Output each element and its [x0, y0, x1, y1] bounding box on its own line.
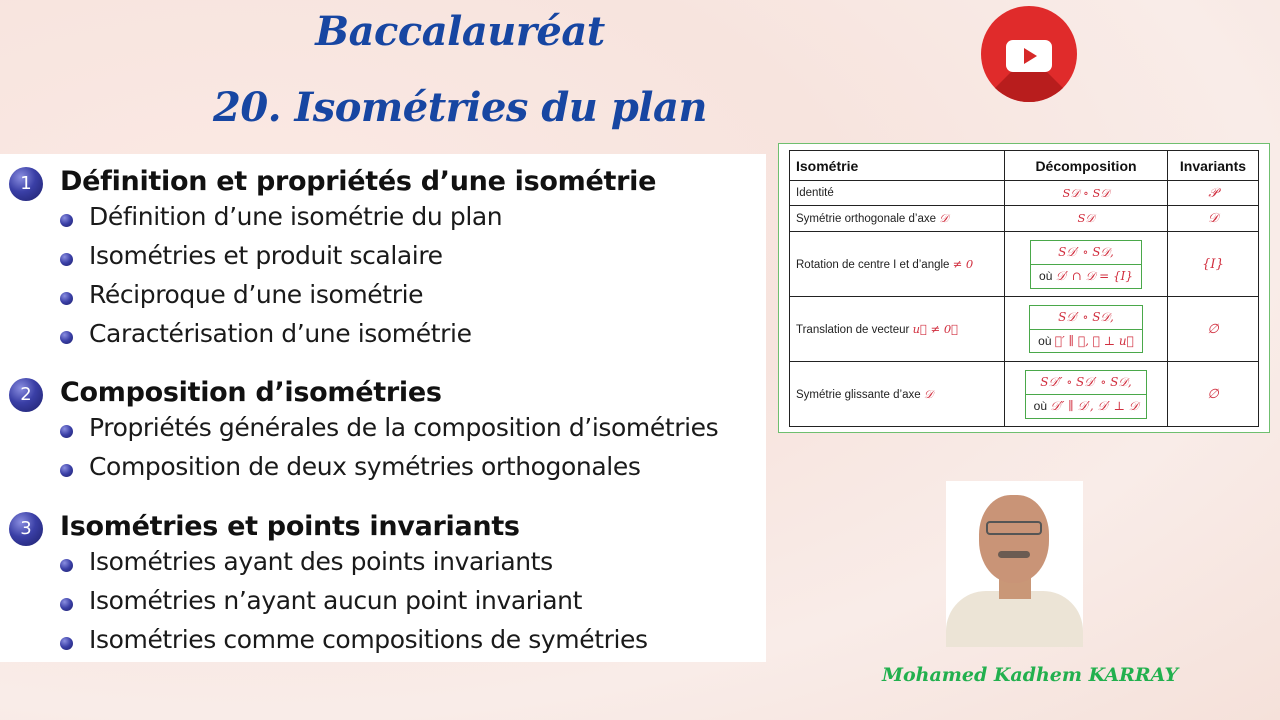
table-row	[790, 181, 1259, 206]
table-row	[790, 206, 1259, 232]
cell-text: Rotation de centre I et d’angle	[796, 259, 953, 271]
column-header: Isométrie	[790, 151, 1005, 181]
decomposition-cell	[1005, 206, 1168, 232]
bullet-icon	[60, 598, 73, 611]
cell-text: Symétrie orthogonale d’axe	[796, 213, 940, 225]
math-text: S𝒟	[1077, 211, 1095, 225]
title-line-2: 20. Isométries du plan	[213, 84, 707, 131]
decomposition-cell	[1005, 181, 1168, 206]
math-text: S𝒟″ ∘ S𝒟′ ∘ S𝒟,	[1040, 374, 1132, 389]
section-number-badge: 2	[9, 378, 43, 412]
invariant-cell	[1168, 232, 1259, 297]
cell-text: où	[1033, 398, 1051, 413]
math-text: 𝒟″ ∥ 𝒟′, 𝒟′ ⊥ 𝒟	[1050, 398, 1139, 413]
math-text: 𝒫	[1208, 185, 1218, 201]
decomposition-cell	[1005, 297, 1168, 362]
math-text: u⃗ ≠ 0⃗	[912, 322, 959, 336]
cell-text: où	[1039, 268, 1056, 283]
cell-text: où	[1038, 334, 1055, 348]
isometry-name	[790, 181, 1005, 206]
invariant-cell	[1168, 362, 1259, 427]
author-photo	[946, 481, 1083, 647]
list-item-text: Isométries ayant des points invariants	[89, 547, 553, 576]
isometry-name	[790, 206, 1005, 232]
math-text: ∅	[1207, 386, 1219, 402]
list-item-text: Réciproque d’une isométrie	[89, 280, 424, 309]
outline-panel	[0, 154, 766, 662]
table-row	[790, 362, 1259, 427]
decomposition-box	[1030, 240, 1142, 289]
section-title: Définition et propriétés d’une isométrie	[60, 166, 657, 197]
youtube-screen-icon	[1006, 40, 1052, 72]
bullet-icon	[60, 559, 73, 572]
photo-head	[979, 495, 1049, 583]
bullet-icon	[60, 637, 73, 650]
invariant-cell	[1168, 181, 1259, 206]
section-title: Composition d’isométries	[60, 377, 442, 408]
list-item-text: Composition de deux symétries orthogonales	[89, 452, 641, 481]
math-text: S𝒟′ ∘ S𝒟,	[1058, 244, 1114, 259]
math-text: 𝒟	[1207, 211, 1219, 226]
bullet-icon	[60, 253, 73, 266]
play-icon	[1024, 48, 1037, 64]
photo-moustache	[998, 551, 1030, 558]
decomposition-cell	[1005, 362, 1168, 427]
table-row	[790, 232, 1259, 297]
invariant-cell	[1168, 206, 1259, 232]
cell-text: Symétrie glissante d’axe	[796, 388, 924, 401]
decomposition-box	[1025, 370, 1148, 419]
isometry-name	[790, 232, 1005, 297]
bullet-icon	[60, 464, 73, 477]
photo-shirt	[946, 591, 1083, 647]
list-item-text: Isométries comme compositions de symétries	[89, 625, 648, 654]
list-item-text: Isométries n’ayant aucun point invariant	[89, 586, 582, 615]
math-text: 𝒟′ ∥ 𝒟, 𝒟 ⊥ u⃗	[1054, 334, 1134, 348]
invariant-cell	[1168, 297, 1259, 362]
list-item-text: Isométries et produit scalaire	[89, 241, 443, 270]
column-header: Décomposition	[1005, 151, 1168, 181]
math-text: 𝒟	[923, 386, 934, 401]
table-row	[790, 297, 1259, 362]
math-text: S𝒟 ∘ S𝒟	[1062, 185, 1110, 200]
section-number-badge: 1	[9, 167, 43, 201]
title-line-1: Baccalauréat	[315, 8, 605, 55]
isometry-name	[790, 362, 1005, 427]
list-item-text: Propriétés générales de la composition d’isométries	[89, 413, 719, 442]
math-text: ≠ 0	[952, 257, 974, 271]
math-text: {I}	[1202, 256, 1224, 272]
bullet-icon	[60, 331, 73, 344]
bullet-icon	[60, 425, 73, 438]
bullet-icon	[60, 214, 73, 227]
photo-glasses	[986, 521, 1042, 535]
section-number-badge: 3	[9, 512, 43, 546]
bullet-icon	[60, 292, 73, 305]
math-text: 𝒟′ ∩ 𝒟 = {I}	[1055, 268, 1133, 283]
youtube-logo[interactable]	[981, 6, 1077, 102]
list-item-text: Définition d’une isométrie du plan	[89, 202, 503, 231]
isometry-table-panel	[778, 143, 1270, 433]
cell-text: Translation de vecteur	[796, 324, 913, 336]
author-name: Mohamed Kadhem KARRAY	[881, 664, 1179, 686]
isometry-table	[789, 150, 1259, 427]
column-header: Invariants	[1168, 151, 1259, 181]
isometry-name	[790, 297, 1005, 362]
math-text: S𝒟′ ∘ S𝒟,	[1058, 310, 1114, 324]
section-title: Isométries et points invariants	[60, 511, 520, 542]
math-text: 𝒟	[939, 211, 949, 225]
decomposition-cell	[1005, 232, 1168, 297]
math-text: ∅	[1207, 321, 1219, 337]
list-item-text: Caractérisation d’une isométrie	[89, 319, 472, 348]
cell-text: Identité	[796, 187, 834, 199]
decomposition-box	[1029, 305, 1143, 353]
